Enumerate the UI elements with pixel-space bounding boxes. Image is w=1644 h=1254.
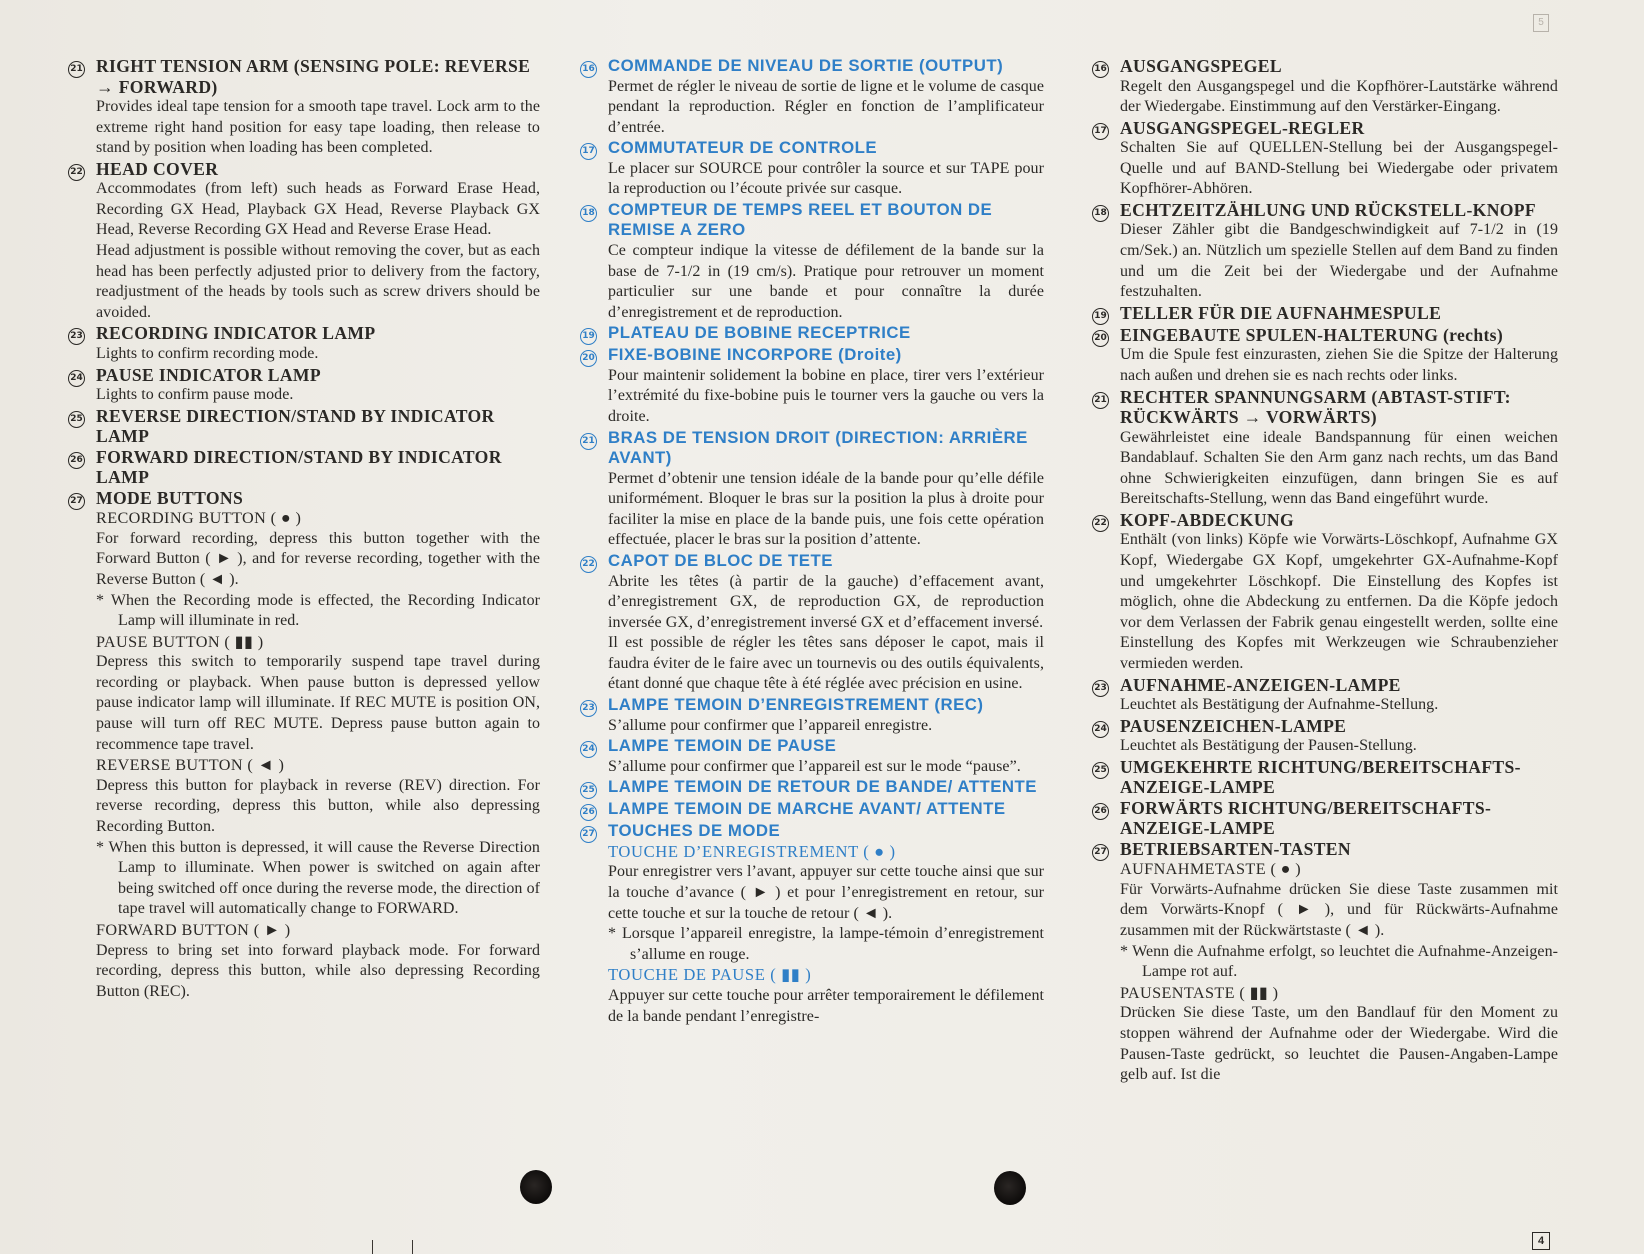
section-title: CAPOT DE BLOC DE TETE bbox=[608, 551, 833, 570]
note-text: * Lorsque l’appareil enregistre, la lampe-témoin d’enregistrement s’allume en rouge. bbox=[608, 925, 1044, 963]
item-number-badge: 25 bbox=[580, 782, 597, 799]
body-text: Leuchtet als Bestätigung der Aufnahme-Stellung. bbox=[1120, 696, 1439, 714]
german-column bbox=[1092, 56, 1558, 1086]
section-item bbox=[580, 551, 1044, 695]
item-number bbox=[1092, 757, 1120, 779]
french-column bbox=[580, 56, 1044, 1027]
section-title: BRAS DE TENSION DROIT (DIRECTION: ARRIÈRE AVANT) bbox=[608, 427, 1028, 468]
section-title: RIGHT TENSION ARM (SENSING POLE: REVERSE → FORWARD) bbox=[96, 56, 531, 97]
section-title: UMGEKEHRTE RICHTUNG/BEREITSCHAFTS-ANZEIGE-LAMPE bbox=[1120, 756, 1521, 798]
page-number: 4 bbox=[1532, 1232, 1550, 1250]
section-title: PAUSENZEICHEN-LAMPE bbox=[1120, 715, 1347, 736]
section-title: PLATEAU DE BOBINE RECEPTRICE bbox=[608, 323, 911, 343]
section-item bbox=[1092, 839, 1558, 1086]
note-text: * Wenn die Aufnahme erfolgt, so leuchtet die Aufnahme-Anzeigen-Lampe rot auf. bbox=[1120, 942, 1558, 981]
subheading: REVERSE BUTTON ( ◄ ) bbox=[96, 756, 285, 775]
item-number bbox=[68, 159, 96, 181]
item-number bbox=[68, 447, 96, 469]
item-number-badge: 24 bbox=[580, 741, 597, 758]
section-title: RECHTER SPANNUNGSARM (ABTAST-STIFT: RÜCKWÄRTS → VORWÄRTS) bbox=[1120, 386, 1511, 428]
item-number bbox=[580, 138, 608, 160]
section-item bbox=[580, 138, 1044, 200]
item-number bbox=[68, 365, 96, 387]
english-column bbox=[68, 56, 540, 1002]
section-title: LAMPE TEMOIN DE MARCHE AVANT/ ATTENTE bbox=[608, 799, 1006, 819]
body-text: Depress this button for playback in reverse (REV) direction. For reverse recording, depress this button, while also depressing Recording Button. bbox=[96, 776, 540, 836]
item-number bbox=[580, 821, 608, 843]
item-number-badge: 27 bbox=[1092, 844, 1109, 861]
item-number bbox=[1092, 56, 1120, 78]
item-number-badge: 26 bbox=[1092, 803, 1109, 820]
binder-hole-right bbox=[994, 1171, 1026, 1205]
item-number-badge: 26 bbox=[580, 804, 597, 821]
subheading: PAUSE BUTTON ( ▮▮ ) bbox=[96, 632, 264, 651]
item-number bbox=[580, 736, 608, 758]
body-text: Provides ideal tape tension for a smooth tape travel. Lock arm to the extreme right hand position for easy tape loading, then release to stand by position when loading has been completed. bbox=[96, 98, 540, 157]
item-number-badge: 19 bbox=[1092, 308, 1109, 325]
subheading: FORWARD BUTTON ( ► ) bbox=[96, 921, 291, 939]
section-item bbox=[1092, 118, 1558, 200]
item-number bbox=[580, 323, 608, 345]
section-title: MODE BUTTONS bbox=[96, 487, 244, 508]
item-number-badge: 21 bbox=[1092, 392, 1109, 409]
item-number bbox=[68, 56, 96, 78]
item-number-badge: 25 bbox=[68, 411, 85, 428]
item-number bbox=[1092, 118, 1120, 140]
section-item bbox=[1092, 798, 1558, 839]
body-text: Für Vorwärts-Aufnahme drücken Sie diese Taste zusammen mit dem Vorwärts-Knopf ( ► ), und für Rückwärts-Aufnahme zusammen mit der Rückwärtstaste ( ◄ ). bbox=[1120, 880, 1558, 940]
section-item bbox=[580, 777, 1044, 799]
section-title: TELLER FÜR DIE AUFNAHMESPULE bbox=[1120, 302, 1442, 323]
body-text: Ce compteur indique la vitesse de défilement de la bande sur la base de 7-1/2 in (19 cm/s). Pratique pour retrouver un moment particulier sur une bande et pour connaître la durée d’enregistrement et de reproduction. bbox=[608, 241, 1044, 321]
binder-hole-left bbox=[520, 1170, 552, 1204]
item-number bbox=[1092, 675, 1120, 697]
section-item bbox=[580, 56, 1044, 138]
section-title: COMMUTATEUR DE CONTROLE bbox=[608, 138, 878, 158]
section-title: BETRIEBSARTEN-TASTEN bbox=[1120, 838, 1351, 859]
item-number bbox=[1092, 387, 1120, 409]
section-title: HEAD COVER bbox=[96, 158, 219, 179]
body-text: Um die Spule fest einzurasten, ziehen Sie die Spitze der Halterung nach außen und drehen sie es nach rechts oder links. bbox=[1120, 346, 1558, 384]
section-item bbox=[580, 345, 1044, 427]
item-number-badge: 22 bbox=[1092, 515, 1109, 532]
item-number bbox=[68, 406, 96, 428]
item-number bbox=[1092, 200, 1120, 222]
item-number-badge: 24 bbox=[1092, 721, 1109, 738]
body-text: S’allume pour confirmer que l’appareil est sur le mode “pause”. bbox=[608, 757, 1021, 775]
section-item bbox=[1092, 387, 1558, 510]
item-number-badge: 22 bbox=[68, 164, 85, 181]
top-page-mark: 5 bbox=[1533, 14, 1549, 32]
item-number-badge: 22 bbox=[580, 556, 597, 573]
body-text: Regelt den Ausgangspegel und die Kopfhörer-Lautstärke während der Wiedergabe. Einstimmung auf den Verstärker-Eingang. bbox=[1120, 77, 1558, 116]
section-item bbox=[68, 56, 540, 159]
item-number-badge: 17 bbox=[580, 143, 597, 160]
subheading: PAUSENTASTE ( ▮▮ ) bbox=[1120, 983, 1279, 1002]
section-item bbox=[580, 799, 1044, 821]
item-number-badge: 18 bbox=[1092, 205, 1109, 222]
item-number bbox=[1092, 510, 1120, 532]
section-item bbox=[68, 159, 540, 324]
note-text: * When the Recording mode is effected, the Recording Indicator Lamp will illuminate in red. bbox=[96, 591, 540, 630]
section-item bbox=[1092, 325, 1558, 387]
item-number bbox=[580, 345, 608, 367]
section-title: LAMPE TEMOIN DE RETOUR DE BANDE/ ATTENTE bbox=[608, 777, 1037, 797]
body-text: Accommodates (from left) such heads as Forward Erase Head, Recording GX Head, Playback GX Head, Reverse Playback GX Head, Reverse Recording GX Head and Reverse Erase Head. bbox=[96, 180, 540, 239]
body-text: Lights to confirm recording mode. bbox=[96, 344, 319, 362]
body-text: Depress to bring set into forward playback mode. For forward recording, depress this button, while also depressing Recording Button (REC). bbox=[96, 941, 540, 1000]
section-title: PAUSE INDICATOR LAMP bbox=[96, 364, 321, 385]
subheading: TOUCHE D’ENREGISTREMENT ( ● ) bbox=[608, 841, 896, 861]
item-number-badge: 27 bbox=[68, 493, 85, 510]
item-number bbox=[1092, 798, 1120, 820]
item-number-badge: 20 bbox=[1092, 330, 1109, 347]
body-text: Enthält (von links) Köpfe wie Vorwärts-Löschkopf, Aufnahme GX Kopf, Wiedergabe GX Kopf, umgekehrter GX-Aufnahme-Kopf und umgekehrter Löschkopf. Die Einstellung des Kopfes ist möglich, ohne die Abdeckung zu entfernen. Da die Köpfe jedoch vor dem Verlassen der Fabrik genau eingestellt werden, sollte eine Einstellung des Kopfes mit Werkzeugen wie Schraubenzieher vermieden werden. bbox=[1120, 531, 1558, 672]
section-item bbox=[580, 821, 1044, 1027]
item-number-badge: 25 bbox=[1092, 762, 1109, 779]
section-item bbox=[1092, 675, 1558, 716]
body-text: Dieser Zähler gibt die Bandgeschwindigkeit auf 7-1/2 in (19 cm/Sek.) an. Nützlich um spezielle Stellen auf dem Band zu finden und um die Zeit bei der Wiedergabe und der Aufnahme festzuhalten. bbox=[1120, 221, 1558, 301]
subheading: AUFNAHMETASTE ( ● ) bbox=[1120, 860, 1302, 879]
item-number bbox=[1092, 303, 1120, 325]
item-number bbox=[580, 428, 608, 450]
item-number-badge: 26 bbox=[68, 452, 85, 469]
section-title: LAMPE TEMOIN D’ENREGISTREMENT (REC) bbox=[608, 695, 984, 715]
subheading: RECORDING BUTTON ( ● ) bbox=[96, 509, 302, 528]
body-text: Lights to confirm pause mode. bbox=[96, 386, 294, 404]
section-item bbox=[1092, 56, 1558, 118]
section-item bbox=[68, 406, 540, 447]
section-title: KOPF-ABDECKUNG bbox=[1120, 509, 1294, 530]
item-number bbox=[580, 799, 608, 821]
body-text: Head adjustment is possible without removing the cover, but as each head has been perfectly adjusted prior to delivery from the factory, readjustment of the heads by tools such as screw drivers should be avoided. bbox=[96, 242, 540, 321]
section-title: COMMANDE DE NIVEAU DE SORTIE (OUTPUT) bbox=[608, 56, 1004, 75]
item-number-badge: 16 bbox=[580, 61, 597, 78]
item-number-badge: 20 bbox=[580, 350, 597, 367]
section-title: LAMPE TEMOIN DE PAUSE bbox=[608, 736, 837, 756]
body-text: Depress this switch to temporarily suspend tape travel during recording or playback. When pause button is depressed yellow pause indicator lamp will illuminate. If REC MUTE is position ON, pause will turn off REC MUTE. Depress pause button again to recommence tape travel. bbox=[96, 653, 540, 753]
body-text: S’allume pour confirmer que l’appareil enregistre. bbox=[608, 716, 933, 734]
body-text: Pour maintenir solidement la bobine en place, tirer vers l’extérieur l’extrémité du fixe-bobine puis le tourner vers la gauche ou vers la droite. bbox=[608, 366, 1044, 426]
body-text: Drücken Sie diese Taste, um den Bandlauf für den Moment zu stoppen während der Aufnahme oder der Wiedergabe. Wird die Pausen-Taste gedrückt, so leuchtet die Pausen-Angaben-Lampe gelb auf. Ist die bbox=[1120, 1004, 1558, 1084]
section-title: AUSGANGSPEGEL bbox=[1120, 56, 1282, 76]
item-number bbox=[1092, 716, 1120, 738]
section-title: REVERSE DIRECTION/STAND BY INDICATOR LAMP bbox=[96, 405, 495, 447]
section-item bbox=[68, 365, 540, 406]
item-number bbox=[68, 488, 96, 510]
section-item bbox=[580, 428, 1044, 551]
subheading: TOUCHE DE PAUSE ( ▮▮ ) bbox=[608, 965, 812, 985]
section-item bbox=[68, 488, 540, 1003]
section-title: ECHTZEITZÄHLUNG UND RÜCKSTELL-KNOPF bbox=[1120, 199, 1536, 220]
item-number-badge: 17 bbox=[1092, 123, 1109, 140]
section-title: AUFNAHME-ANZEIGEN-LAMPE bbox=[1120, 674, 1401, 695]
item-number bbox=[580, 777, 608, 799]
section-title: RECORDING INDICATOR LAMP bbox=[96, 323, 376, 344]
section-title: AUSGANGSPEGEL-REGLER bbox=[1120, 117, 1365, 138]
note-text: * When this button is depressed, it will cause the Reverse Direction Lamp to illuminate. When power is switched on again after being switched off once during the reverse mode, the direction of tape travel will automatically change to FORWARD. bbox=[96, 838, 540, 918]
item-number bbox=[1092, 839, 1120, 861]
section-item bbox=[580, 736, 1044, 777]
section-item bbox=[1092, 510, 1558, 675]
body-text: Le placer sur SOURCE pour contrôler la source et sur TAPE pour la reproduction ou l’écoute privée sur casque. bbox=[608, 159, 1044, 198]
item-number-badge: 21 bbox=[580, 433, 597, 450]
section-item bbox=[580, 200, 1044, 323]
item-number-badge: 23 bbox=[580, 700, 597, 717]
body-text: Permet d’obtenir une tension idéale de la bande pour qu’elle défile uniformément. Bloquer le bras sur la position la plus à droite pour faciliter la mise en place de la bande puis, une fois cette opération effectuée, placer le bras sur la position d’attente. bbox=[608, 469, 1044, 549]
item-number bbox=[580, 551, 608, 573]
item-number-badge: 16 bbox=[1092, 61, 1109, 78]
body-text: Schalten Sie auf QUELLEN-Stellung bei der Ausgangspegel-Quelle und auf BAND-Stellung bei Wiedergabe oder privatem Kopfhörer-Abhören. bbox=[1120, 139, 1558, 198]
body-text: Pour enregistrer vers l’avant, appuyer sur cette touche ainsi que sur la touche d’avance ( ► ) et pour l’enregistrement en retour, sur cette touche et sur la touche de retour ( ◄ ). bbox=[608, 863, 1044, 922]
item-number bbox=[580, 695, 608, 717]
section-item bbox=[1092, 757, 1558, 798]
item-number bbox=[580, 200, 608, 222]
item-number-badge: 27 bbox=[580, 826, 597, 843]
section-title: FORWARD DIRECTION/STAND BY INDICATOR LAMP bbox=[96, 446, 502, 488]
item-number-badge: 18 bbox=[580, 205, 597, 222]
body-text: Appuyer sur cette touche pour arrêter temporairement le défilement de la bande pendant l’enregistre- bbox=[608, 986, 1044, 1025]
item-number-badge: 23 bbox=[1092, 680, 1109, 697]
section-item bbox=[1092, 200, 1558, 303]
body-text: Il est possible de régler les têtes sans déposer le capot, mais il faudra éviter de le faire avec un tournevis ou des outils équivalents, étant donné que chaque tête à été réglée avec précision en usine. bbox=[608, 634, 1044, 693]
section-item bbox=[68, 323, 540, 364]
body-text: Abrite les têtes (à partir de la gauche) d’effacement avant, d’enregistrement GX, de reproduction GX, de reproduction inversée GX, d’enregistrement inversé GX et d’effacement inversé. bbox=[608, 572, 1044, 631]
item-number-badge: 19 bbox=[580, 328, 597, 345]
section-item bbox=[580, 323, 1044, 345]
section-title: FORWÄRTS RICHTUNG/BEREITSCHAFTS-ANZEIGE-LAMPE bbox=[1120, 797, 1492, 839]
section-title: FIXE-BOBINE INCORPORE (Droite) bbox=[608, 345, 902, 365]
trim-mark bbox=[412, 1240, 413, 1254]
body-text: For forward recording, depress this button together with the Forward Button ( ► ), and for reverse recording, together with the Reverse Button ( ◄ ). bbox=[96, 529, 540, 588]
item-number bbox=[580, 56, 608, 78]
item-number-badge: 24 bbox=[68, 370, 85, 387]
section-item bbox=[1092, 716, 1558, 757]
section-title: EINGEBAUTE SPULEN-HALTERUNG (rechts) bbox=[1120, 324, 1504, 345]
section-item bbox=[580, 695, 1044, 736]
trim-mark bbox=[372, 1240, 373, 1254]
section-title: TOUCHES DE MODE bbox=[608, 821, 781, 841]
body-text: Gewährleistet eine ideale Bandspannung für einen weichen Bandablauf. Schalten Sie den Arm ganz nach rechts, um das Band ohne Schwierigkeiten einzufügen, dann bringen Sie es auf Bereitschafts-Stellung, wenn das Band eingeführt wurde. bbox=[1120, 428, 1558, 508]
item-number bbox=[68, 323, 96, 345]
section-item bbox=[1092, 303, 1558, 325]
section-title: COMPTEUR DE TEMPS REEL ET BOUTON DE REMISE A ZERO bbox=[608, 199, 993, 240]
item-number-badge: 21 bbox=[68, 61, 85, 78]
section-item bbox=[68, 447, 540, 488]
item-number bbox=[1092, 325, 1120, 347]
body-text: Leuchtet als Bestätigung der Pausen-Stellung. bbox=[1120, 737, 1417, 755]
item-number-badge: 23 bbox=[68, 328, 85, 345]
body-text: Permet de régler le niveau de sortie de ligne et le volume de casque pendant la reproduction. Régler en fonction de l’amplificateur d’entrée. bbox=[608, 77, 1044, 136]
